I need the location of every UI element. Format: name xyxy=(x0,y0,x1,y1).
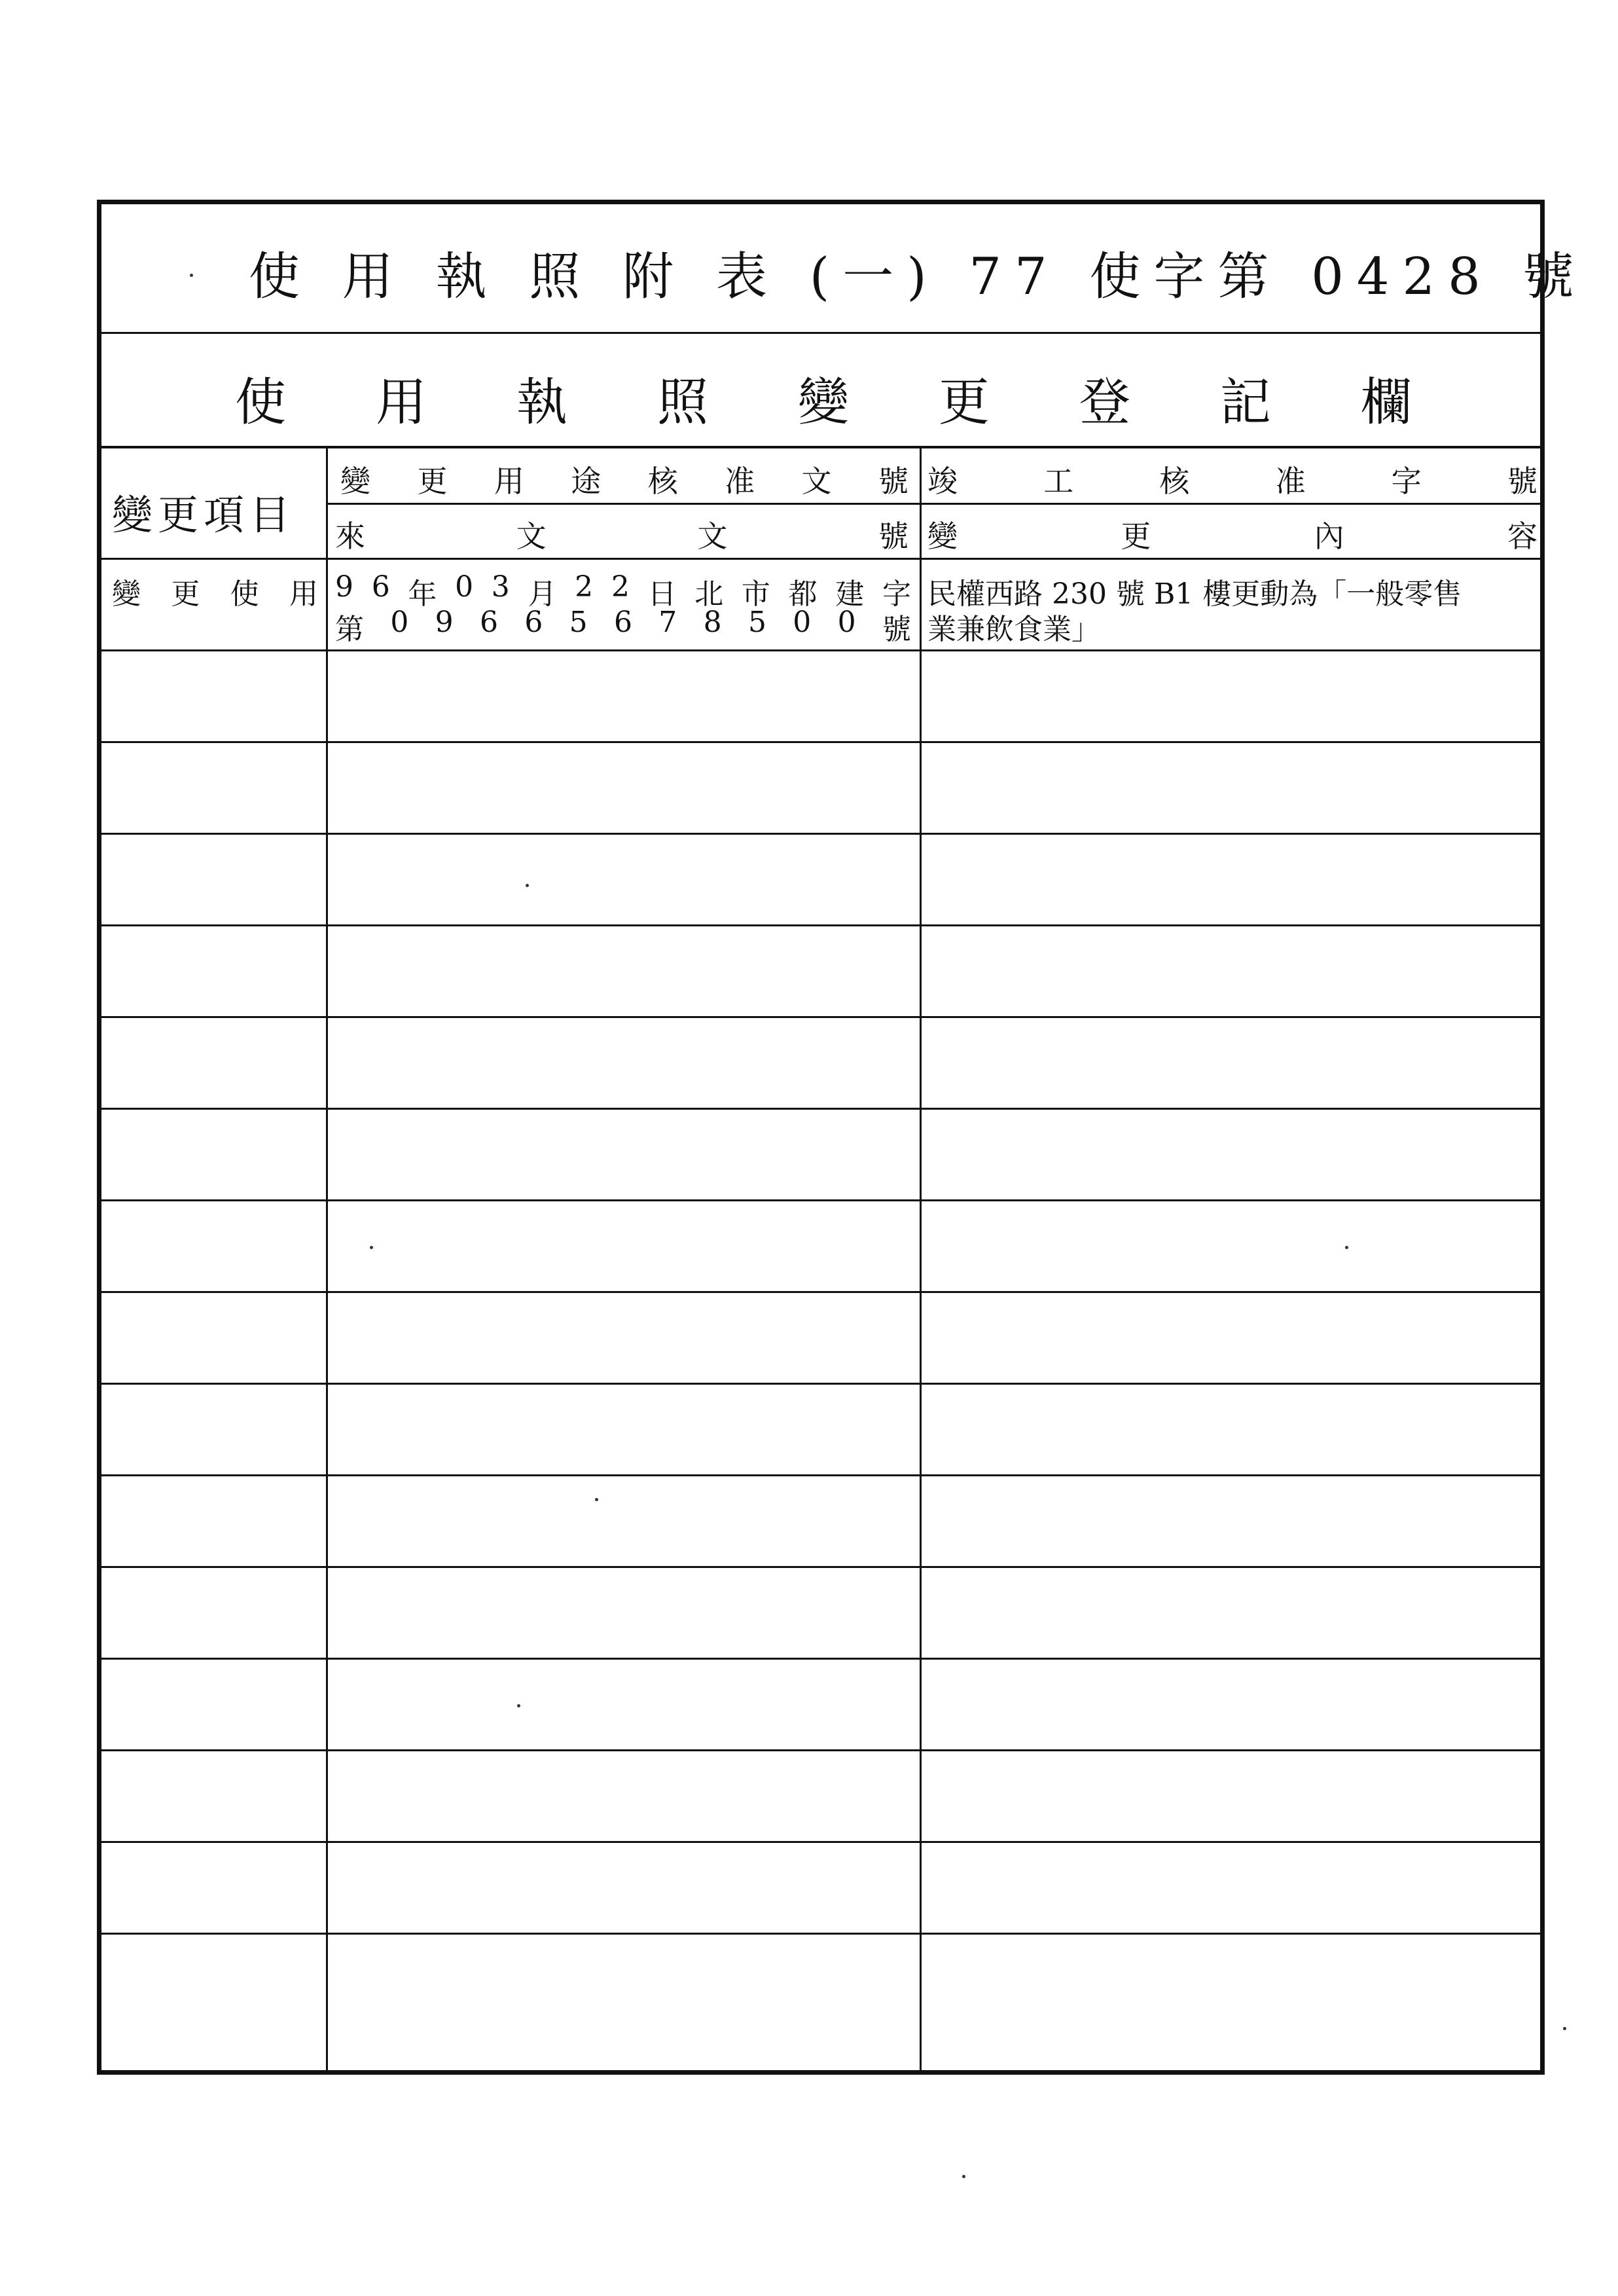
row-divider xyxy=(101,1199,1540,1201)
row-divider xyxy=(101,741,1540,743)
header-item: 變更項目 xyxy=(112,491,296,539)
row-divider xyxy=(101,1933,1540,1935)
header-content: 變 更 內 容 xyxy=(927,519,1537,554)
row-divider xyxy=(101,1749,1540,1751)
column-divider xyxy=(920,448,922,2070)
page-title: 使 用 執 照 附 表 (一) 77 使字第 0428 號 xyxy=(249,247,1587,306)
scan-speck xyxy=(962,2175,965,2178)
scan-speck xyxy=(1345,1246,1348,1249)
title-row xyxy=(101,204,1587,334)
row-divider xyxy=(101,1108,1540,1110)
scan-speck xyxy=(517,1704,520,1707)
row-divider xyxy=(101,1016,1540,1018)
entry-content-line2: 業兼飲食業」 xyxy=(927,613,1100,646)
record-grid xyxy=(101,448,1540,2070)
row-divider xyxy=(101,1658,1540,1660)
row-divider xyxy=(101,924,1540,926)
column-divider xyxy=(326,448,328,2070)
scan-speck xyxy=(1563,2027,1566,2030)
entry-doc-line2: 第 0 9 6 6 5 6 7 8 5 0 0 號 xyxy=(335,606,911,646)
header-completion-no: 竣 工 核 准 字 號 xyxy=(927,464,1537,499)
row-divider xyxy=(101,1841,1540,1843)
row-divider xyxy=(101,1474,1540,1476)
scan-speck xyxy=(595,1498,598,1501)
header-doc-no: 來 文 文 號 xyxy=(335,519,908,554)
license-table-frame xyxy=(97,200,1587,2075)
header-approval-no: 變 更 用 途 核 准 文 號 xyxy=(340,464,908,499)
scan-speck xyxy=(526,884,529,887)
scan-speck xyxy=(190,274,193,277)
row-divider xyxy=(101,833,1540,835)
entry-doc-line1: 9 6 年 0 3 月 2 2 日 北 市 都 建 字 xyxy=(335,570,911,611)
subtitle-row xyxy=(101,334,1540,448)
row-divider xyxy=(101,649,1540,651)
section-title: 使 用 執 照 變 更 登 記 欄 xyxy=(235,373,1412,432)
row-divider xyxy=(101,558,1540,560)
scan-speck xyxy=(370,1246,373,1249)
row-divider xyxy=(101,1291,1540,1293)
row-divider xyxy=(101,1566,1540,1568)
entry-item: 變 更 使 用 xyxy=(112,577,318,611)
header-divider xyxy=(326,503,1540,505)
row-divider xyxy=(101,1383,1540,1385)
entry-content-line1: 民權西路 230 號 B1 樓更動為「一般零售 xyxy=(927,577,1462,611)
